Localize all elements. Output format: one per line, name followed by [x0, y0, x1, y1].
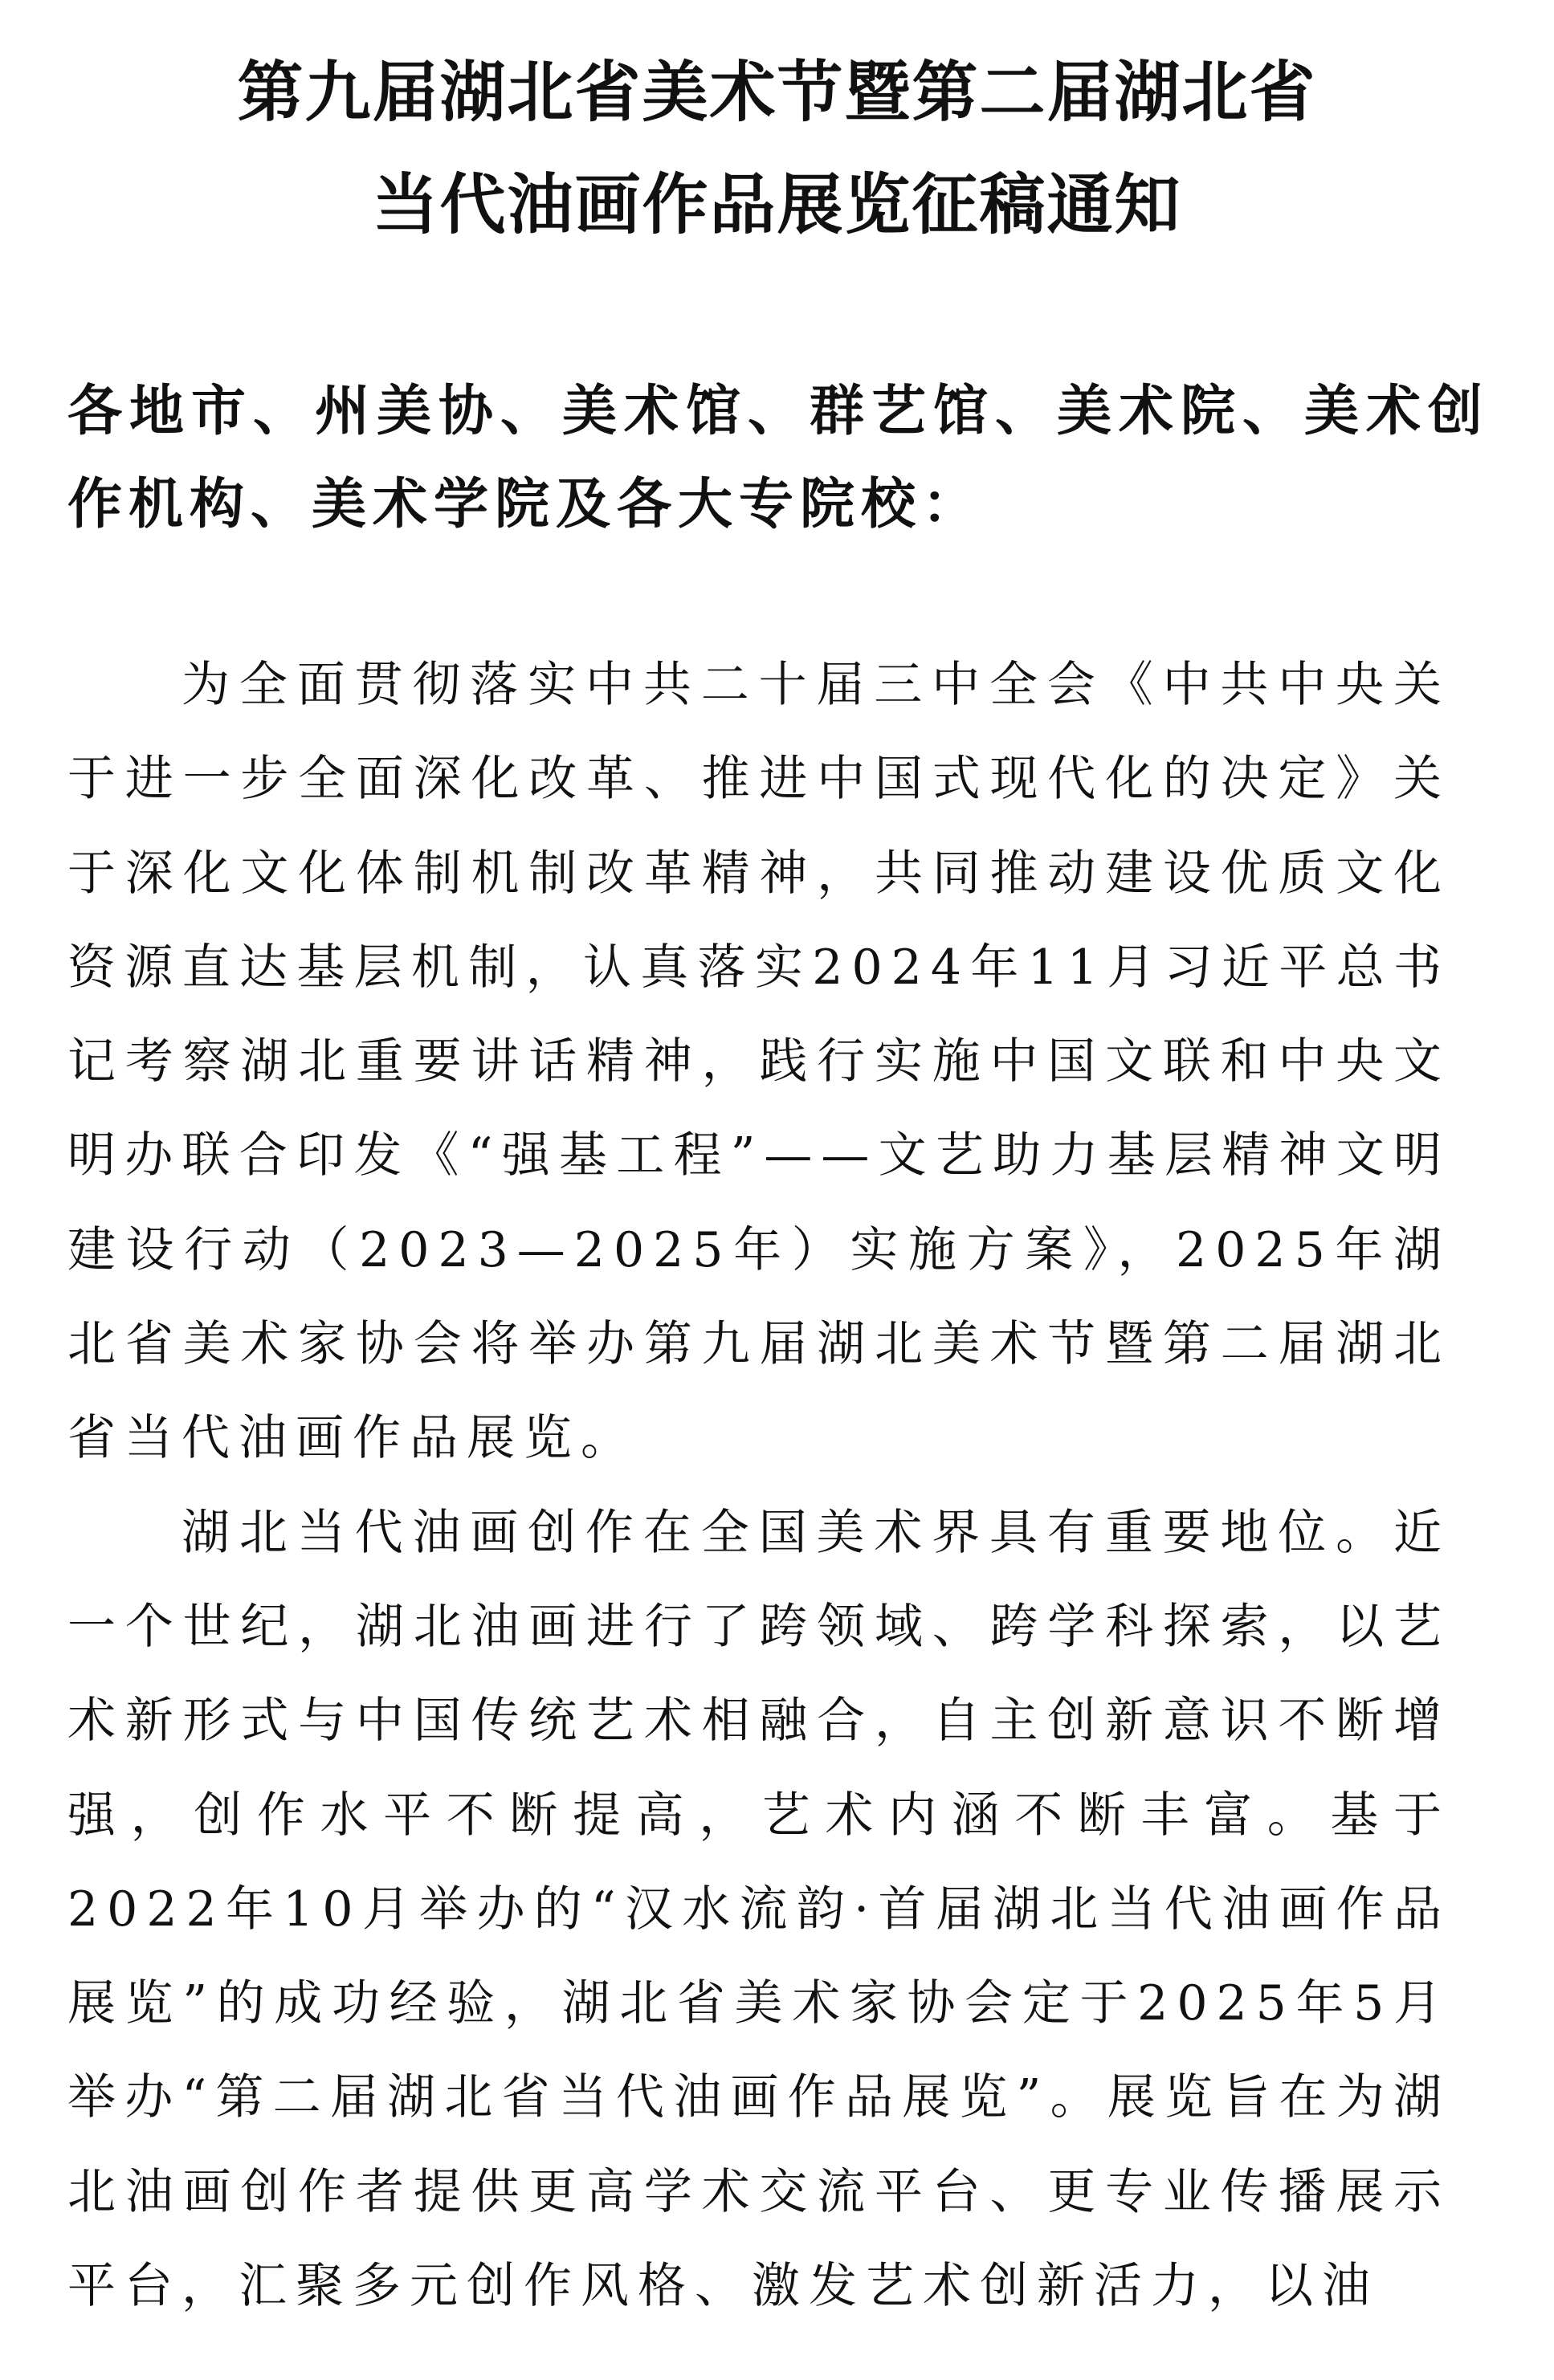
body-paragraph: 湖北当代油画创作在全国美术界具有重要地位。近一个世纪，湖北油画进行了跨领域、跨学科探索，以艺术新形式与中国传统艺术相融合，自主创新意识不断增强，创作水平不断提高，艺术内涵不断丰富。基于2022年10月举办的“汉水流韵·首届湖北当代油画作品展览”的成功经验，湖北省美术家协会定于2025年5月举办“第二届湖北省当代油画作品展览”。展览旨在为湖北油画创作者提供更高学术交流平台、更专业传播展示平台，汇聚多元创作风格、激发艺术创新活力，以油	[67, 1504, 1450, 2315]
document-title-line-2: 当代油画作品展览征稿通知	[372, 167, 1182, 243]
document-title-line-1: 第九届湖北省美术节暨第二届湖北省	[237, 55, 1317, 131]
salutation: 各地市、州美协、美术馆、群艺馆、美术院、美术创作机构、美术学院及各大专院校：	[67, 380, 1489, 536]
body-paragraph: 为全面贯彻落实中共二十届三中全会《中共中央关于进一步全面深化改革、推进中国式现代化的决定》关于深化文化体制机制改革精神，共同推动建设优质文化资源直达基层机制，认真落实2024年11月习近平总书记考察湖北重要讲话精神，践行实施中国文联和中央文明办联合印发《“强基工程”——文艺助力基层精神文明建设行动（2023—2025年）实施方案》，2025年湖北省美术家协会将举办第九届湖北美术节暨第二届湖北省当代油画作品展览。	[67, 657, 1450, 1467]
body-text	[67, 638, 1450, 2333]
